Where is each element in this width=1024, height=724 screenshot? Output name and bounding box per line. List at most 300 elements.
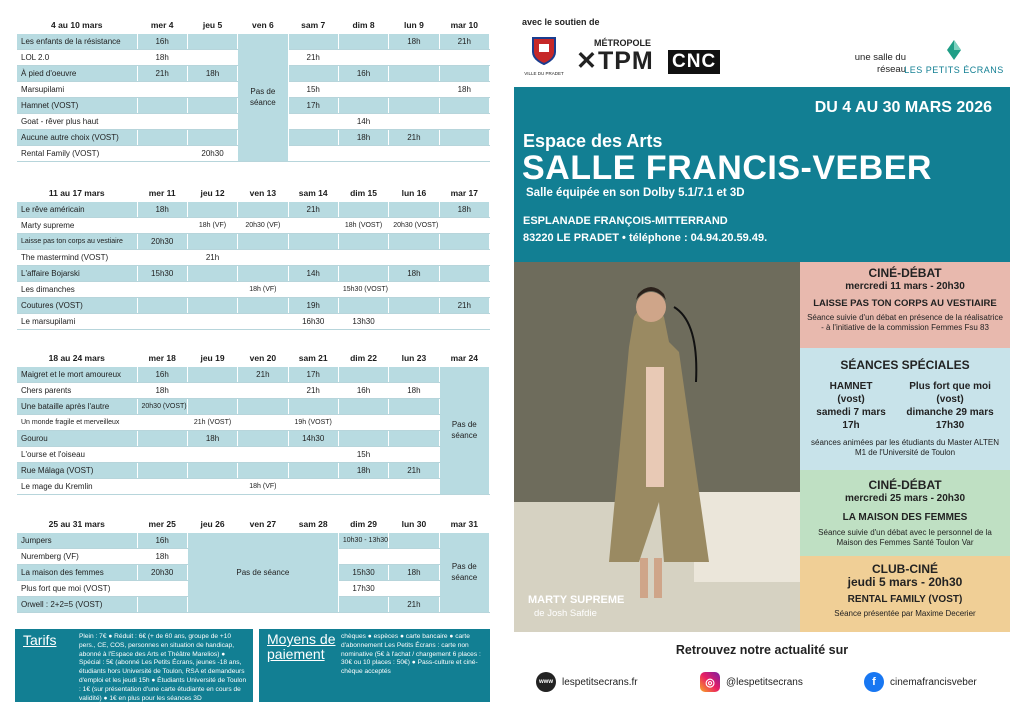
showtime — [187, 313, 237, 329]
schedule-week-3 — [17, 350, 490, 495]
showtime — [389, 201, 439, 217]
table-row — [17, 446, 490, 462]
showtime — [187, 478, 237, 494]
showtime: 16h — [338, 65, 388, 81]
showtime — [137, 414, 187, 430]
showtime: 14h30 — [288, 430, 338, 446]
film-still — [514, 262, 800, 632]
showtime: 18h — [187, 65, 237, 81]
showtime — [439, 249, 489, 265]
no-show-cell: Pas de séance — [439, 532, 489, 612]
panel-desc: Séance suivie d'un débat avec le personnel de la Maison des Femmes Santé Toulon Var — [818, 528, 992, 547]
schedule-week-4 — [17, 516, 490, 613]
screening-date: dimanche 29 mars — [906, 407, 994, 418]
showtime: 20h30 (VF) — [238, 217, 288, 233]
day-header: dim 22 — [338, 350, 388, 366]
pradet-label: VILLE DU PRADET — [524, 71, 564, 76]
showtime — [238, 265, 288, 281]
showtime: 17h — [288, 97, 338, 113]
showtime: 18h — [137, 49, 187, 65]
showtime: 18h — [137, 548, 187, 564]
week-range: 4 au 10 mars — [17, 17, 137, 33]
showtime — [137, 97, 187, 113]
showtime — [187, 129, 237, 145]
day-header: mar 24 — [439, 350, 489, 366]
showtime — [338, 201, 388, 217]
showtime — [338, 49, 388, 65]
day-header: sam 21 — [288, 350, 338, 366]
header-band — [514, 87, 1010, 262]
showtime: 18h — [389, 265, 439, 281]
showtime: 18h (VF) — [187, 217, 237, 233]
showtime — [389, 548, 439, 564]
film-title: Hamnet (VOST) — [17, 97, 137, 113]
week-range: 25 au 31 mars — [17, 516, 137, 532]
showtime: 16h30 — [288, 313, 338, 329]
screening-time: 17h — [842, 420, 860, 431]
showtime — [137, 313, 187, 329]
table-row — [17, 33, 490, 49]
film-title: Les dimanches — [17, 281, 137, 297]
equipment-note: Salle équipée en son Dolby 5.1/7.1 et 3D — [526, 187, 745, 199]
showtime: 21h — [389, 129, 439, 145]
showtime — [439, 217, 489, 233]
showtime: 18h — [187, 430, 237, 446]
showtime — [338, 414, 388, 430]
showtime: 18h (VF) — [238, 478, 288, 494]
day-header: sam 7 — [288, 17, 338, 33]
showtime — [389, 233, 439, 249]
facebook-icon: f — [864, 672, 884, 692]
film-title: Un monde fragile et merveilleux — [17, 414, 137, 430]
showtime: 21h — [288, 382, 338, 398]
tarifs-title: Tarifs — [23, 632, 57, 648]
showtime — [137, 81, 187, 97]
showtime — [238, 313, 288, 329]
panel-desc: Séance suivie d'un débat en présence de la réalisatrice - à l'initiative de la commission Femmes Fsu 83 — [807, 313, 1003, 332]
film-title: The mastermind (VOST) — [17, 249, 137, 265]
film-title: L'ourse et l'oiseau — [17, 446, 137, 462]
schedule-week-1 — [17, 17, 490, 162]
film-title: Coutures (VOST) — [17, 297, 137, 313]
showtime — [137, 145, 187, 161]
table-row — [17, 414, 490, 430]
showtime — [389, 65, 439, 81]
table-row — [17, 217, 490, 233]
showtime — [187, 97, 237, 113]
showtime: 21h — [439, 297, 489, 313]
showtime: 21h — [439, 33, 489, 49]
showtime — [389, 580, 439, 596]
table-row — [17, 313, 490, 329]
day-header: ven 6 — [238, 17, 288, 33]
day-header: lun 16 — [389, 185, 439, 201]
network-label: une salle du réseau — [854, 52, 906, 75]
film-title: À pied d'oeuvre — [17, 65, 137, 81]
showtime — [137, 446, 187, 462]
showtime: 15h — [338, 446, 388, 462]
showtime — [288, 478, 338, 494]
day-header: sam 14 — [288, 185, 338, 201]
showtime — [439, 265, 489, 281]
day-header: lun 30 — [389, 516, 439, 532]
news-title: Retrouvez notre actualité sur — [675, 643, 849, 657]
showtime: 15h — [288, 81, 338, 97]
showtime — [238, 430, 288, 446]
showtime — [288, 145, 338, 161]
tpm-logo — [576, 38, 654, 74]
showtime — [338, 398, 388, 414]
table-row — [17, 478, 490, 494]
table-row — [17, 265, 490, 281]
showtime: 20h30 (VOST) — [137, 398, 187, 414]
no-show-cell: Pas de séance — [238, 33, 288, 161]
showtime — [338, 366, 388, 382]
film-title: Aucune autre choix (VOST) — [17, 129, 137, 145]
showtime — [288, 33, 338, 49]
showtime: 19h (VOST) — [288, 414, 338, 430]
showtime: 13h30 — [338, 313, 388, 329]
venue-label: Espace des Arts — [523, 131, 663, 151]
day-header: mar 31 — [439, 516, 489, 532]
panel-cine-debat-1 — [800, 262, 1010, 348]
showtime — [187, 446, 237, 462]
no-show-cell: Pas de séance — [187, 532, 338, 612]
showtime: 10h30 - 13h30 — [338, 532, 388, 548]
film-title: LOL 2.0 — [17, 49, 137, 65]
showtime — [439, 65, 489, 81]
day-header: sam 28 — [288, 516, 338, 532]
panel-desc: Séance présentée par Maxime Decerier — [834, 609, 976, 618]
tarifs-text: Plein : 7€ ● Réduit : 6€ (+ de 60 ans, groupe de +10 pers., CE, COS, personnes en situation de handicap, abonné à l'Espace des Arts et Théâtre Marelios) ● Spécial : 5€ (abonné Les Petits Écrans, jeunes -18 ans, étudiants hors Université de Toulon, RSA et demandeurs d'emploi et les jeudi 15h ● Étudiants Université de Toulon : 1€ (sur présentation d'une carte étudiante en cours de validité) ● 1€ en plus pour les séances 3D — [79, 633, 247, 702]
showtime — [338, 430, 388, 446]
payment-box — [259, 629, 490, 702]
showtime — [238, 382, 288, 398]
showtime — [187, 49, 237, 65]
day-header: jeu 12 — [187, 185, 237, 201]
website-link[interactable] — [536, 672, 638, 692]
panel-desc: séances animées par les étudiants du Master ALTEN M1 de l'Université de Toulon — [811, 438, 999, 457]
day-header: mer 18 — [137, 350, 187, 366]
showtime — [338, 233, 388, 249]
showtime: 16h — [137, 33, 187, 49]
film-title: Chers parents — [17, 382, 137, 398]
panel-title: CINÉ-DÉBAT — [868, 266, 942, 280]
table-row — [17, 281, 490, 297]
showtime: 18h (VF) — [238, 281, 288, 297]
showtime — [389, 145, 439, 161]
day-header: mer 25 — [137, 516, 187, 532]
showtime — [338, 249, 388, 265]
payment-text: chèques ● espèces ● carte bancaire ● carte d'abonnement Les Petits Écrans : carte non nominative (5€ à l'achat / chargement 6 places : 30€ ou 10 places : 50€) ● Pass-culture et ciné-chèque acceptés — [341, 633, 481, 676]
tpm-text — [576, 48, 654, 74]
showtime — [187, 462, 237, 478]
showtime — [439, 97, 489, 113]
showtime — [439, 233, 489, 249]
showtime — [187, 281, 237, 297]
showtime: 21h — [389, 462, 439, 478]
showtime — [238, 249, 288, 265]
day-header: lun 9 — [389, 17, 439, 33]
special-screenings — [806, 380, 1004, 432]
showtime — [238, 414, 288, 430]
tpm-label: TPM — [597, 47, 654, 75]
week-header — [17, 17, 490, 33]
showtime — [137, 596, 187, 612]
panel-seances-speciales — [800, 348, 1010, 470]
showtime: 19h — [288, 297, 338, 313]
table-row — [17, 297, 490, 313]
film-title: Orwell : 2+2=5 (VOST) — [17, 596, 137, 612]
showtime — [137, 478, 187, 494]
showtime: 14h — [288, 265, 338, 281]
film-caption-title: MARTY SUPREME — [528, 594, 625, 606]
showtime — [288, 233, 338, 249]
showtime — [288, 113, 338, 129]
no-show-cell: Pas de séance — [439, 366, 489, 494]
showtime — [389, 414, 439, 430]
showtime — [238, 398, 288, 414]
week-header — [17, 185, 490, 201]
showtime: 17h — [288, 366, 338, 382]
showtime — [187, 33, 237, 49]
table-row — [17, 398, 490, 414]
film-title: Gourou — [17, 430, 137, 446]
metropole-label: MÉTROPOLE — [594, 38, 652, 48]
showtime: 20h30 — [137, 233, 187, 249]
film-title: Plus fort que moi (VOST) — [17, 580, 137, 596]
showtime — [389, 446, 439, 462]
day-header: dim 29 — [338, 516, 388, 532]
showtime — [238, 233, 288, 249]
special-screening-plus-fort — [906, 380, 993, 432]
film-title: Le marsupilami — [17, 313, 137, 329]
showtime: 21h — [288, 201, 338, 217]
showtime — [439, 145, 489, 161]
film-name: HAMNET — [829, 381, 873, 392]
day-header: mar 17 — [439, 185, 489, 201]
showtime — [137, 217, 187, 233]
showtime — [187, 113, 237, 129]
panel-title: CLUB-CINÉ — [872, 562, 938, 576]
day-header: ven 13 — [238, 185, 288, 201]
showtime: 16h — [338, 382, 388, 398]
showtime: 18h — [338, 462, 388, 478]
showtime: 14h — [338, 113, 388, 129]
showtime — [389, 249, 439, 265]
panel-film: LAISSE PAS TON CORPS AU VESTIAIRE — [813, 298, 997, 309]
showtime: 18h (VOST) — [338, 217, 388, 233]
day-header: ven 27 — [238, 516, 288, 532]
showtime — [389, 430, 439, 446]
showtime — [187, 81, 237, 97]
film-title: La maison des femmes — [17, 564, 137, 580]
showtime — [288, 65, 338, 81]
showtime — [389, 297, 439, 313]
film-title: Rue Málaga (VOST) — [17, 462, 137, 478]
right-column — [514, 0, 1010, 724]
showtime: 21h — [137, 65, 187, 81]
day-header: ven 20 — [238, 350, 288, 366]
showtime: 21h — [238, 366, 288, 382]
showtime: 21h — [288, 49, 338, 65]
showtime — [288, 129, 338, 145]
panel-film: RENTAL FAMILY (VOST) — [847, 594, 963, 605]
schedule-week-2 — [17, 185, 490, 330]
showtime: 20h30 (VOST) — [389, 217, 439, 233]
showtime — [137, 249, 187, 265]
day-header: jeu 5 — [187, 17, 237, 33]
table-row — [17, 532, 490, 548]
cinema-name: SALLE FRANCIS-VEBER — [522, 149, 932, 187]
showtime — [137, 281, 187, 297]
showtime: 18h — [389, 564, 439, 580]
film-title: Marsupilami — [17, 81, 137, 97]
facebook-link[interactable] — [864, 672, 977, 692]
film-title: Goat - rêver plus haut — [17, 113, 137, 129]
showtime — [187, 366, 237, 382]
day-header: dim 8 — [338, 17, 388, 33]
showtime: 16h — [137, 532, 187, 548]
table-row — [17, 462, 490, 478]
showtime: 21h — [389, 596, 439, 612]
showtime: 18h — [389, 33, 439, 49]
screening-time: 17h30 — [935, 420, 965, 431]
showtime — [338, 81, 388, 97]
showtime — [338, 265, 388, 281]
showtime: 18h — [137, 382, 187, 398]
showtime: 21h (VOST) — [187, 414, 237, 430]
showtime: 21h — [187, 249, 237, 265]
showtime — [137, 580, 187, 596]
day-header: mar 10 — [439, 17, 489, 33]
cnc-logo: CNC — [668, 50, 720, 74]
showtime: 20h30 — [187, 145, 237, 161]
special-screening-hamnet — [816, 380, 886, 432]
showtime: 18h — [389, 382, 439, 398]
showtime — [238, 446, 288, 462]
table-row — [17, 249, 490, 265]
day-header: mer 4 — [137, 17, 187, 33]
panel-title: CINÉ-DÉBAT — [868, 478, 942, 492]
showtime — [389, 49, 439, 65]
table-row — [17, 382, 490, 398]
showtime — [187, 201, 237, 217]
film-still-illustration — [514, 262, 800, 632]
showtime — [187, 398, 237, 414]
day-header: dim 15 — [338, 185, 388, 201]
film-name: Plus fort que moi — [909, 381, 991, 392]
showtime — [389, 366, 439, 382]
film-title: Jumpers — [17, 532, 137, 548]
panel-date: mercredi 25 mars - 20h30 — [844, 493, 966, 504]
panel-date: mercredi 11 mars - 20h30 — [845, 281, 965, 292]
crest-icon — [531, 36, 557, 66]
film-title: Le mage du Kremlin — [17, 478, 137, 494]
instagram-link[interactable] — [700, 672, 803, 692]
showtime — [389, 281, 439, 297]
day-header: lun 23 — [389, 350, 439, 366]
showtime — [137, 430, 187, 446]
showtime — [439, 49, 489, 65]
week-range: 11 au 17 mars — [17, 185, 137, 201]
showtime — [338, 548, 388, 564]
showtime — [187, 233, 237, 249]
showtime — [389, 81, 439, 97]
panel-date: jeudi 5 mars - 20h30 — [847, 575, 963, 589]
panel-club-cine — [800, 556, 1010, 632]
day-header: jeu 19 — [187, 350, 237, 366]
table-row — [17, 201, 490, 217]
showtime — [187, 382, 237, 398]
showtime — [288, 281, 338, 297]
panel-title: SÉANCES SPÉCIALES — [840, 358, 970, 372]
panel-film: LA MAISON DES FEMMES — [842, 512, 968, 523]
film-title: L'affaire Bojarski — [17, 265, 137, 281]
table-row — [17, 366, 490, 382]
showtime — [338, 596, 388, 612]
showtime — [389, 97, 439, 113]
showtime — [288, 462, 338, 478]
showtime: 16h — [137, 366, 187, 382]
showtime: 18h — [137, 201, 187, 217]
showtime — [439, 113, 489, 129]
film-caption-director: de Josh Safdie — [534, 608, 597, 619]
film-title: Rental Family (VOST) — [17, 145, 137, 161]
instagram-label: @lespetitsecrans — [726, 676, 803, 688]
showtime — [338, 145, 388, 161]
globe-icon-label: www — [538, 679, 553, 685]
showtime — [389, 113, 439, 129]
showtime — [439, 313, 489, 329]
week-range: 18 au 24 mars — [17, 350, 137, 366]
week-header — [17, 516, 490, 532]
sponsors-label: avec le soutien de — [522, 17, 600, 27]
event-dates: DU 4 AU 30 MARS 2026 — [814, 99, 992, 116]
showtime — [288, 217, 338, 233]
table-row — [17, 430, 490, 446]
payment-title: Moyens de paiement — [267, 631, 336, 662]
showtime — [338, 478, 388, 494]
table-row — [17, 233, 490, 249]
instagram-icon: ◎ — [700, 672, 720, 692]
showtime: 17h30 — [338, 580, 388, 596]
day-header: jeu 26 — [187, 516, 237, 532]
film-title: Une bataille après l'autre — [17, 398, 137, 414]
globe-icon — [536, 672, 556, 692]
showtime: 18h — [439, 81, 489, 97]
showtime: 18h — [439, 201, 489, 217]
showtime — [338, 33, 388, 49]
petits-ecrans-logo — [904, 40, 1004, 75]
showtime — [389, 398, 439, 414]
showtime — [238, 297, 288, 313]
showtime — [137, 129, 187, 145]
showtime — [439, 281, 489, 297]
showtime: 18h — [338, 129, 388, 145]
diamond-icon — [947, 40, 961, 60]
showtime — [389, 313, 439, 329]
showtime — [238, 462, 288, 478]
showtime: 20h30 — [137, 564, 187, 580]
showtime — [137, 297, 187, 313]
showtime — [288, 398, 338, 414]
showtime — [439, 129, 489, 145]
film-title: Le rêve américain — [17, 201, 137, 217]
showtime: 15h30 — [137, 265, 187, 281]
panel-cine-debat-2 — [800, 470, 1010, 556]
film-title: Maigret et le mort amoureux — [17, 366, 137, 382]
